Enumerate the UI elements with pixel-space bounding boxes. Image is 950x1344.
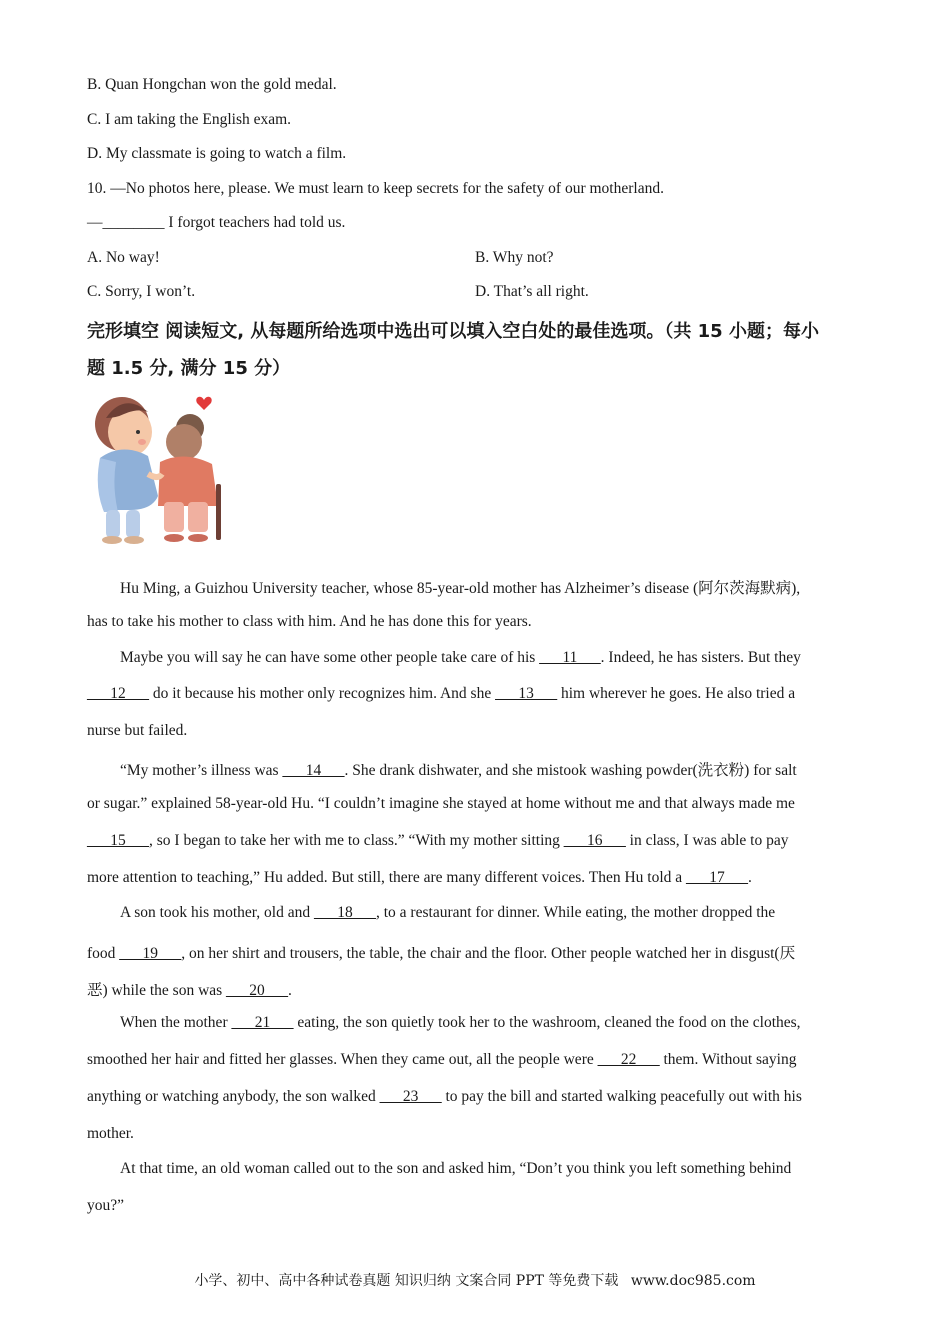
q10-option-c: C. Sorry, I won’t. bbox=[87, 283, 196, 300]
text-run: food bbox=[87, 945, 120, 962]
passage-p1-line1: Hu Ming, a Guizhou University teacher, whose 85-year-old mother has Alzheimer’s disease (阿尔茨海默病), bbox=[120, 580, 801, 597]
blank-23: ___23___ bbox=[379, 1088, 442, 1105]
blank-19: ___19___ bbox=[119, 945, 182, 962]
text-run: 恶) while the son was bbox=[87, 982, 227, 999]
passage-p2-line1 bbox=[120, 649, 896, 667]
section-heading-line2: 题 1.5 分, 满分 15 分） bbox=[87, 358, 291, 379]
passage-p6-line1: At that time, an old woman called out to the son and asked him, “Don’t you think you left something behind bbox=[120, 1160, 792, 1177]
blank-18: ___18___ bbox=[314, 904, 376, 921]
passage-p3-line4 bbox=[87, 869, 863, 887]
passage-p3-line2: or sugar.” explained 58-year-old Hu. “I couldn’t imagine she stayed at home without me and that always made me bbox=[87, 795, 795, 812]
blank-11: ___11___ bbox=[539, 649, 601, 666]
q10-option-d: D. That’s all right. bbox=[475, 283, 589, 300]
text-run: more attention to teaching,” Hu added. But still, there are many different voices. Then Hu told a bbox=[87, 869, 687, 886]
passage-p5-line4: mother. bbox=[87, 1125, 134, 1142]
page-footer bbox=[0, 1270, 950, 1290]
passage-p2-line3: nurse but failed. bbox=[87, 722, 188, 739]
passage-p5-line3 bbox=[87, 1088, 863, 1106]
text-run: anything or watching anybody, the son walked bbox=[87, 1088, 380, 1105]
q9-option-c: C. I am taking the English exam. bbox=[87, 111, 292, 128]
blank-16: ___16___ bbox=[563, 832, 626, 849]
footer-text: 小学、初中、高中各种试卷真题 知识归纳 文案合同 PPT 等免费下载 bbox=[194, 1273, 619, 1289]
text-run: When the mother bbox=[120, 1014, 232, 1031]
passage-p2-line2 bbox=[87, 685, 863, 703]
passage-p3-line3 bbox=[87, 832, 863, 850]
text-run: A son took his mother, old and bbox=[120, 904, 314, 921]
q10-option-b: B. Why not? bbox=[475, 249, 554, 266]
blank-13: ___13___ bbox=[495, 685, 558, 702]
q10-reply: —________ I forgot teachers had told us. bbox=[87, 214, 346, 231]
text-run: him wherever he goes. He also tried a bbox=[557, 685, 796, 702]
text-run: to pay the bill and started walking peacefully out with his bbox=[441, 1088, 802, 1105]
blank-17: ___17___ bbox=[686, 869, 749, 886]
passage-p5-line2 bbox=[87, 1051, 863, 1069]
q10-prompt: 10. —No photos here, please. We must learn to keep secrets for the safety of our motherland. bbox=[87, 180, 664, 197]
text-run: , on her shirt and trousers, the table, the chair and the floor. Other people watched her in disgust(厌 bbox=[181, 945, 796, 962]
passage-p5-line1 bbox=[120, 1014, 896, 1032]
blank-14: ___14___ bbox=[282, 762, 345, 779]
text-run: Maybe you will say he can have some other people take care of his bbox=[120, 649, 540, 666]
passage-p4-line3 bbox=[87, 978, 863, 1000]
blank-21: ___21___ bbox=[231, 1014, 294, 1031]
text-run: do it because his mother only recognizes him. And she bbox=[149, 685, 496, 702]
blank-12: ___12___ bbox=[87, 685, 149, 702]
text-run: in class, I was able to pay bbox=[625, 832, 789, 849]
section-heading-line1: 完形填空 阅读短文, 从每题所给选项中选出可以填入空白处的最佳选项。（共 15 小题；每小 bbox=[87, 321, 819, 342]
q9-option-d: D. My classmate is going to watch a film. bbox=[87, 145, 347, 162]
blank-20: ___20___ bbox=[226, 982, 289, 999]
passage-p3-line1 bbox=[120, 758, 896, 780]
passage-p1-line2: has to take his mother to class with him. And he has done this for years. bbox=[87, 613, 532, 630]
text-run: . She drank dishwater, and she mistook washing powder(洗衣粉) for salt bbox=[344, 762, 797, 779]
footer-link[interactable]: www.doc985.com bbox=[630, 1273, 756, 1289]
text-run: smoothed her hair and fitted her glasses. When they came out, all the people were bbox=[87, 1051, 598, 1068]
q10-option-a: A. No way! bbox=[87, 249, 160, 266]
q9-option-b: B. Quan Hongchan won the gold medal. bbox=[87, 76, 337, 93]
blank-22: ___22___ bbox=[597, 1051, 660, 1068]
elderly-couple-illustration bbox=[92, 392, 228, 546]
blank-15: ___15___ bbox=[87, 832, 149, 849]
text-run: eating, the son quietly took her to the washroom, cleaned the food on the clothes, bbox=[293, 1014, 801, 1031]
text-run: “My mother’s illness was bbox=[120, 762, 283, 779]
text-run: . bbox=[288, 982, 292, 999]
passage-p4-line1 bbox=[120, 904, 896, 922]
text-run: . bbox=[748, 869, 752, 886]
passage-p6-line2: you?” bbox=[87, 1197, 125, 1214]
text-run: , so I began to take her with me to class.” “With my mother sitting bbox=[149, 832, 564, 849]
text-run: them. Without saying bbox=[659, 1051, 797, 1068]
text-run: , to a restaurant for dinner. While eating, the mother dropped the bbox=[376, 904, 776, 921]
passage-p4-line2 bbox=[87, 941, 863, 963]
text-run: . Indeed, he has sisters. But they bbox=[600, 649, 801, 666]
